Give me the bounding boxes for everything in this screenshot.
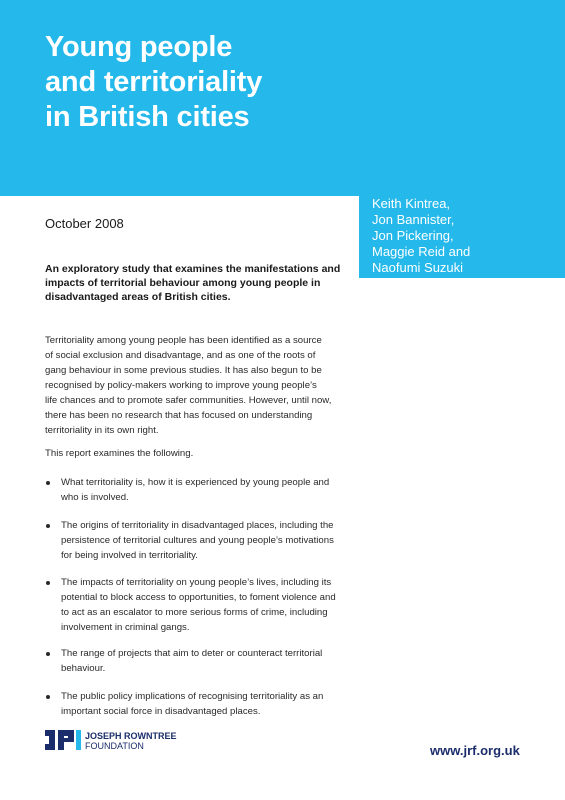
body-line: there has been no research that has focused on understanding (45, 410, 313, 421)
abstract-line: impacts of territorial behaviour among young people in (45, 277, 321, 289)
bullet-line: The impacts of territoriality on young people’s lives, including its (61, 577, 332, 588)
logo-line: FOUNDATION (85, 741, 144, 751)
page-title (45, 30, 262, 135)
website-link[interactable]: www.jrf.org.uk (430, 743, 520, 758)
abstract-line: An exploratory study that examines the manifestations and (45, 263, 341, 275)
body-line: Territoriality among young people has been identified as a source (45, 335, 322, 346)
publication-date: October 2008 (45, 216, 124, 231)
body-paragraph (45, 333, 365, 438)
jrf-logo (45, 728, 245, 754)
body-line: territoriality in its own right. (45, 425, 159, 436)
title-line: and territoriality (45, 66, 263, 98)
bullet-dot (46, 652, 50, 656)
bullet-dot (46, 695, 50, 699)
bullet-line: involvement in criminal gangs. (61, 622, 190, 633)
body-line: life chances and to promote safer communities. However, until now, (45, 395, 332, 406)
bullet-line: The origins of territoriality in disadvantaged places, including the (61, 520, 334, 531)
bullet-line: for being involved in territoriality. (61, 550, 198, 561)
abstract (45, 262, 350, 304)
author-list (372, 196, 470, 276)
body-line: of social exclusion and disadvantage, and as one of the roots of (45, 350, 316, 361)
bullet-line: to act as an escalator to more serious forms of crime, including (61, 607, 328, 618)
logo-line: JOSEPH ROWNTREE (85, 731, 177, 741)
jrf-logo-text (85, 731, 177, 751)
bullet-line: The range of projects that aim to deter or counteract territorial (61, 648, 323, 659)
author-name: Naofumi Suzuki (372, 260, 464, 275)
title-line: Young people (45, 31, 233, 63)
bullet-line: What territoriality is, how it is experienced by young people and (61, 477, 330, 488)
title-line: in British cities (45, 101, 250, 133)
bullet-line: important social force in disadvantaged places. (61, 706, 261, 717)
bullet-line: potential to block access to opportunities, to foment violence and (61, 592, 336, 603)
bullet-dot (46, 581, 50, 585)
abstract-line: disadvantaged areas of British cities. (45, 291, 231, 303)
bullet-dot (46, 481, 50, 485)
bullets-intro: This report examines the following. (45, 448, 194, 459)
bullet-line: persistence of territorial cultures and young people’s motivations (61, 535, 334, 546)
body-line: recognised by policy-makers working to improve young people’s (45, 380, 317, 391)
body-line: gang behaviour in some previous studies. It has also begun to be (45, 365, 322, 376)
header-band (0, 0, 565, 196)
author-name: Jon Pickering, (372, 228, 454, 243)
bullet-line: who is involved. (61, 492, 129, 503)
author-name: Maggie Reid and (372, 244, 471, 259)
jrf-logo-mark-icon (45, 730, 81, 750)
author-panel (359, 196, 565, 278)
bullet-line: The public policy implications of recognising territoriality as an (61, 691, 324, 702)
bullet-line: behaviour. (61, 663, 106, 674)
author-name: Keith Kintrea, (372, 196, 451, 211)
author-name: Jon Bannister, (372, 212, 455, 227)
bullet-dot (46, 524, 50, 528)
